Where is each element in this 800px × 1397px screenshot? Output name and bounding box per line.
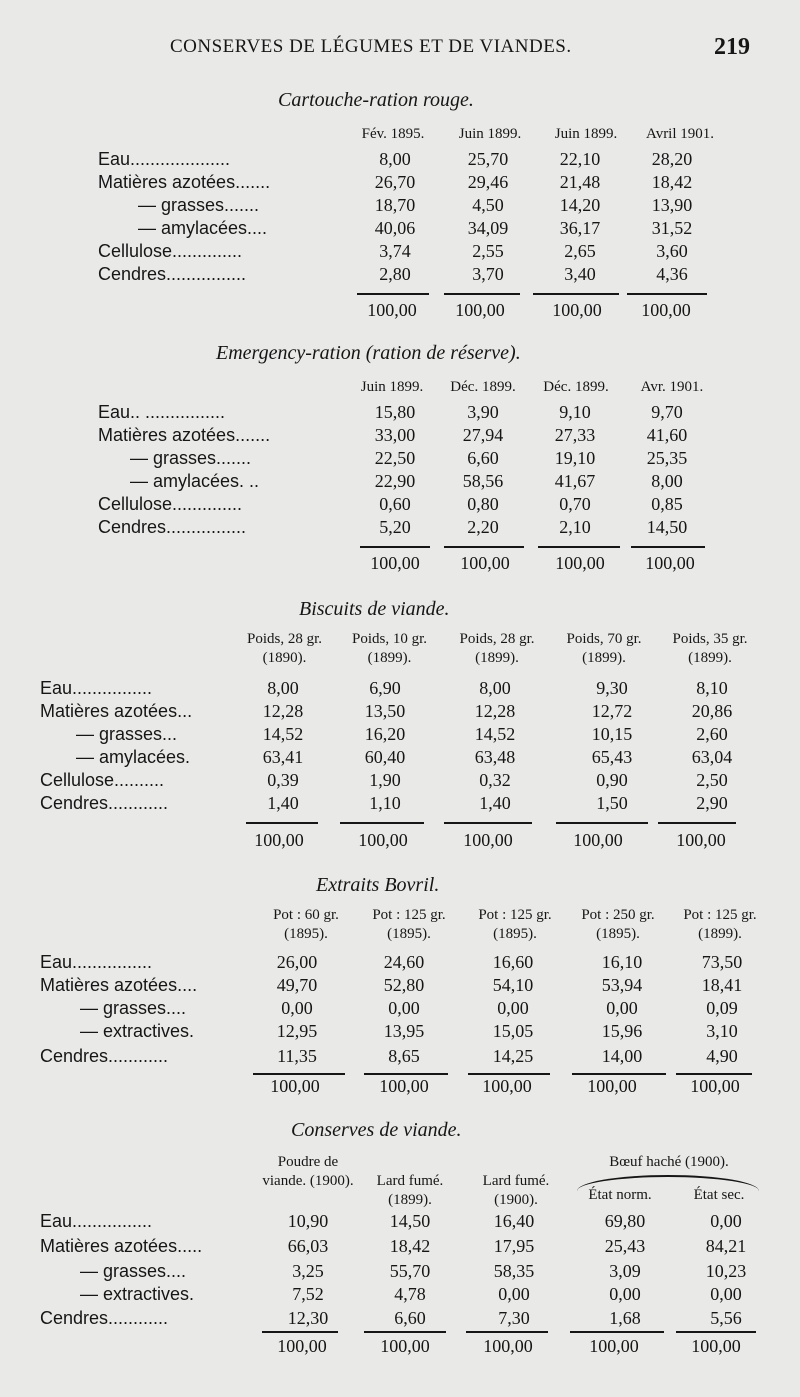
total-cell: 100,00 [370, 553, 420, 573]
value-cell: 4,36 [656, 264, 688, 284]
row-label: Eau.. ................ [98, 402, 226, 422]
value-cell: 4,78 [394, 1284, 426, 1304]
value-cell: 8,00 [267, 678, 299, 698]
total-rule [340, 822, 424, 824]
total-cell: 100,00 [676, 830, 726, 850]
value-cell: 33,00 [374, 425, 416, 445]
value-cell: 3,09 [609, 1261, 641, 1281]
total-cell: 100,00 [455, 300, 505, 320]
total-cell: 100,00 [270, 1076, 320, 1096]
value-cell: 0,60 [379, 494, 411, 514]
total-rule [538, 546, 620, 548]
row-label: Cendres................ [98, 517, 247, 537]
total-cell: 100,00 [552, 300, 602, 320]
total-cell: 100,00 [358, 830, 408, 850]
table-title: Conserves de viande. [291, 1119, 462, 1141]
value-cell: 5,56 [710, 1308, 742, 1328]
total-rule [572, 1073, 666, 1075]
value-cell: 18,70 [374, 195, 416, 215]
value-cell: 14,25 [492, 1046, 534, 1066]
value-cell: 11,35 [277, 1046, 317, 1066]
value-cell: 41,60 [646, 425, 688, 445]
value-cell: 65,43 [591, 747, 633, 767]
total-cell: 100,00 [380, 1336, 430, 1356]
value-cell: 6,60 [467, 448, 499, 468]
value-cell: 0,80 [467, 494, 499, 514]
value-cell: 0,90 [596, 770, 628, 790]
value-cell: 14,00 [601, 1046, 643, 1066]
row-label: — extractives. [80, 1021, 195, 1041]
value-cell: 1,90 [369, 770, 401, 790]
value-cell: 15,80 [374, 402, 416, 422]
row-label: Cellulose.......... [40, 770, 165, 790]
row-label: — grasses... [76, 724, 178, 744]
value-cell: 1,68 [609, 1308, 641, 1328]
value-cell: 22,50 [374, 448, 416, 468]
value-cell: 16,20 [364, 724, 406, 744]
value-cell: 6,60 [394, 1308, 426, 1328]
row-label: Cellulose.............. [98, 494, 243, 514]
column-header: Poids, 10 gr. (1899). [351, 631, 427, 666]
column-header: Avr. 1901. [640, 379, 704, 395]
table-title: Extraits Bovril. [316, 874, 440, 896]
value-cell: 7,30 [498, 1308, 530, 1328]
total-cell: 100,00 [641, 300, 691, 320]
total-rule [253, 1073, 345, 1075]
column-header: Poudre de viande. (1900). [262, 1154, 354, 1189]
value-cell: 0,00 [609, 1284, 641, 1304]
row-label: Matières azotées....... [98, 425, 271, 445]
value-cell: 10,23 [705, 1261, 747, 1281]
column-header: État sec. [693, 1187, 745, 1203]
value-cell: 2,50 [696, 770, 728, 790]
column-header: Juin 1899. [554, 126, 618, 142]
total-rule [360, 546, 430, 548]
total-rule [658, 822, 736, 824]
total-rule [570, 1331, 664, 1333]
row-label: Eau................ [40, 1211, 153, 1231]
value-cell: 8,65 [388, 1046, 420, 1066]
value-cell: 0,00 [497, 998, 529, 1018]
column-header: Poids, 70 gr. (1899). [566, 631, 642, 666]
page-number: 219 [714, 34, 750, 60]
column-header: Avril 1901. [645, 126, 715, 142]
row-label: — grasses....... [138, 195, 260, 215]
value-cell: 0,00 [498, 1284, 530, 1304]
value-cell: 10,15 [591, 724, 633, 744]
row-label: — extractives. [80, 1284, 195, 1304]
row-label: Matières azotées..... [40, 1236, 203, 1256]
group-header: Bœuf haché (1900). [609, 1154, 729, 1170]
value-cell: 14,50 [646, 517, 688, 537]
value-cell: 14,20 [559, 195, 601, 215]
page-header [0, 36, 800, 66]
value-cell: 36,17 [559, 218, 601, 238]
value-cell: 3,25 [292, 1261, 324, 1281]
value-cell: 41,67 [554, 471, 596, 491]
value-cell: 0,00 [281, 998, 313, 1018]
total-cell: 100,00 [573, 830, 623, 850]
value-cell: 8,10 [696, 678, 728, 698]
row-label: — grasses....... [130, 448, 252, 468]
value-cell: 7,52 [292, 1284, 324, 1304]
value-cell: 63,04 [691, 747, 733, 767]
row-label: Eau.................... [98, 149, 231, 169]
value-cell: 54,10 [492, 975, 534, 995]
value-cell: 27,33 [554, 425, 596, 445]
value-cell: 0,09 [706, 998, 738, 1018]
value-cell: 2,65 [564, 241, 596, 261]
total-cell: 100,00 [690, 1076, 740, 1096]
total-cell: 100,00 [645, 553, 695, 573]
value-cell: 12,28 [262, 701, 304, 721]
value-cell: 18,42 [389, 1236, 431, 1256]
row-label: Matières azotées.... [40, 975, 198, 995]
value-cell: 1,10 [369, 793, 401, 813]
column-header: Juin 1899. [458, 126, 522, 142]
value-cell: 3,74 [379, 241, 411, 261]
value-cell: 31,52 [651, 218, 693, 238]
total-cell: 100,00 [482, 1076, 532, 1096]
total-cell: 100,00 [460, 553, 510, 573]
value-cell: 16,60 [492, 952, 534, 972]
value-cell: 34,09 [467, 218, 509, 238]
row-label: Eau................ [40, 952, 153, 972]
value-cell: 13,50 [364, 701, 406, 721]
value-cell: 27,94 [462, 425, 504, 445]
row-label: — grasses.... [80, 998, 187, 1018]
value-cell: 29,46 [467, 172, 509, 192]
row-label: — amylacées.... [138, 218, 268, 238]
total-rule [444, 822, 532, 824]
value-cell: 3,10 [706, 1021, 738, 1041]
value-cell: 63,41 [262, 747, 304, 767]
value-cell: 53,94 [601, 975, 643, 995]
value-cell: 69,80 [604, 1211, 646, 1231]
row-label: Cendres............ [40, 1046, 169, 1066]
row-label: — grasses.... [80, 1261, 187, 1281]
row-label: — amylacées. [76, 747, 191, 767]
value-cell: 13,90 [651, 195, 693, 215]
row-label: Cellulose.............. [98, 241, 243, 261]
value-cell: 60,40 [364, 747, 406, 767]
value-cell: 0,70 [559, 494, 591, 514]
value-cell: 14,52 [262, 724, 304, 744]
total-cell: 100,00 [463, 830, 513, 850]
value-cell: 58,35 [493, 1261, 535, 1281]
column-header: Pot : 125 gr. (1899). [683, 907, 757, 942]
total-cell: 100,00 [589, 1336, 639, 1356]
value-cell: 9,70 [651, 402, 683, 422]
value-cell: 3,70 [472, 264, 504, 284]
value-cell: 28,20 [651, 149, 693, 169]
column-header: Fév. 1895. [361, 126, 425, 142]
total-cell: 100,00 [367, 300, 417, 320]
row-label: Cendres................ [98, 264, 247, 284]
total-rule [676, 1073, 752, 1075]
value-cell: 21,48 [559, 172, 601, 192]
value-cell: 3,60 [656, 241, 688, 261]
value-cell: 40,06 [374, 218, 416, 238]
value-cell: 4,50 [472, 195, 504, 215]
value-cell: 16,10 [601, 952, 643, 972]
column-header: Pot : 250 gr. (1895). [581, 907, 655, 942]
value-cell: 66,03 [287, 1236, 329, 1256]
total-cell: 100,00 [277, 1336, 327, 1356]
value-cell: 8,00 [479, 678, 511, 698]
total-rule [364, 1331, 446, 1333]
value-cell: 22,10 [559, 149, 601, 169]
value-cell: 1,40 [479, 793, 511, 813]
value-cell: 26,70 [374, 172, 416, 192]
value-cell: 0,32 [479, 770, 511, 790]
value-cell: 5,20 [379, 517, 411, 537]
value-cell: 58,56 [462, 471, 504, 491]
value-cell: 9,10 [559, 402, 591, 422]
value-cell: 1,40 [267, 793, 299, 813]
value-cell: 63,48 [474, 747, 516, 767]
row-label: — amylacées. .. [130, 471, 260, 491]
value-cell: 84,21 [705, 1236, 747, 1256]
value-cell: 12,28 [474, 701, 516, 721]
total-rule [631, 546, 705, 548]
value-cell: 12,30 [287, 1308, 329, 1328]
total-cell: 100,00 [379, 1076, 429, 1096]
value-cell: 13,95 [383, 1021, 425, 1041]
total-cell: 100,00 [555, 553, 605, 573]
value-cell: 26,00 [276, 952, 318, 972]
value-cell: 0,00 [606, 998, 638, 1018]
total-cell: 100,00 [483, 1336, 533, 1356]
value-cell: 25,70 [467, 149, 509, 169]
total-rule [246, 822, 318, 824]
value-cell: 15,96 [601, 1021, 643, 1041]
value-cell: 3,90 [467, 402, 499, 422]
column-header: Lard fumé. (1899). [376, 1173, 444, 1208]
total-rule [676, 1331, 756, 1333]
total-rule [533, 293, 619, 295]
value-cell: 4,90 [706, 1046, 738, 1066]
value-cell: 0,00 [710, 1211, 742, 1231]
value-cell: 0,00 [388, 998, 420, 1018]
value-cell: 24,60 [383, 952, 425, 972]
column-header: Juin 1899. [360, 379, 424, 395]
table-title: Emergency-ration (ration de réserve). [216, 342, 521, 364]
value-cell: 14,50 [389, 1211, 431, 1231]
value-cell: 2,80 [379, 264, 411, 284]
value-cell: 8,00 [651, 471, 683, 491]
total-rule [466, 1331, 548, 1333]
row-label: Matières azotées....... [98, 172, 271, 192]
total-rule [627, 293, 707, 295]
value-cell: 25,43 [604, 1236, 646, 1256]
value-cell: 18,42 [651, 172, 693, 192]
total-rule [444, 293, 520, 295]
value-cell: 20,86 [691, 701, 733, 721]
table-title: Cartouche-ration rouge. [278, 89, 474, 111]
value-cell: 12,72 [591, 701, 633, 721]
column-header: Pot : 125 gr. (1895). [478, 907, 552, 942]
total-rule [262, 1331, 338, 1333]
value-cell: 0,00 [710, 1284, 742, 1304]
total-cell: 100,00 [691, 1336, 741, 1356]
running-title: CONSERVES DE LÉGUMES ET DE VIANDES. [170, 36, 572, 57]
value-cell: 12,95 [276, 1021, 318, 1041]
column-header: Pot : 125 gr. (1895). [372, 907, 446, 942]
value-cell: 6,90 [369, 678, 401, 698]
value-cell: 2,60 [696, 724, 728, 744]
value-cell: 2,10 [559, 517, 591, 537]
total-rule [364, 1073, 448, 1075]
value-cell: 0,85 [651, 494, 683, 514]
table-title: Biscuits de viande. [299, 598, 450, 620]
column-header: État norm. [588, 1187, 652, 1203]
column-header: Poids, 28 gr. (1890). [246, 631, 322, 666]
total-rule [357, 293, 429, 295]
total-cell: 100,00 [587, 1076, 637, 1096]
value-cell: 1,50 [596, 793, 628, 813]
value-cell: 14,52 [474, 724, 516, 744]
value-cell: 2,90 [696, 793, 728, 813]
value-cell: 17,95 [493, 1236, 535, 1256]
value-cell: 55,70 [389, 1261, 431, 1281]
column-header: Déc. 1899. [450, 379, 516, 395]
column-header: Pot : 60 gr. (1895). [273, 907, 339, 942]
column-header: Lard fumé. (1900). [482, 1173, 550, 1208]
total-rule [444, 546, 524, 548]
total-cell: 100,00 [254, 830, 304, 850]
value-cell: 22,90 [374, 471, 416, 491]
value-cell: 2,55 [472, 241, 504, 261]
row-label: Cendres............ [40, 793, 169, 813]
column-header: Poids, 35 gr. (1899). [672, 631, 748, 666]
value-cell: 3,40 [564, 264, 596, 284]
value-cell: 16,40 [493, 1211, 535, 1231]
row-label: Cendres............ [40, 1308, 169, 1328]
value-cell: 8,00 [379, 149, 411, 169]
total-rule [468, 1073, 550, 1075]
value-cell: 19,10 [554, 448, 596, 468]
value-cell: 52,80 [383, 975, 425, 995]
row-label: Matières azotées... [40, 701, 193, 721]
column-header: Poids, 28 gr. (1899). [459, 631, 535, 666]
value-cell: 15,05 [492, 1021, 534, 1041]
value-cell: 9,30 [596, 678, 628, 698]
value-cell: 49,70 [276, 975, 318, 995]
value-cell: 73,50 [701, 952, 743, 972]
value-cell: 0,39 [267, 770, 299, 790]
value-cell: 10,90 [287, 1211, 329, 1231]
value-cell: 18,41 [701, 975, 743, 995]
value-cell: 2,20 [467, 517, 499, 537]
total-rule [556, 822, 648, 824]
column-header: Déc. 1899. [543, 379, 609, 395]
value-cell: 25,35 [646, 448, 688, 468]
row-label: Eau................ [40, 678, 153, 698]
